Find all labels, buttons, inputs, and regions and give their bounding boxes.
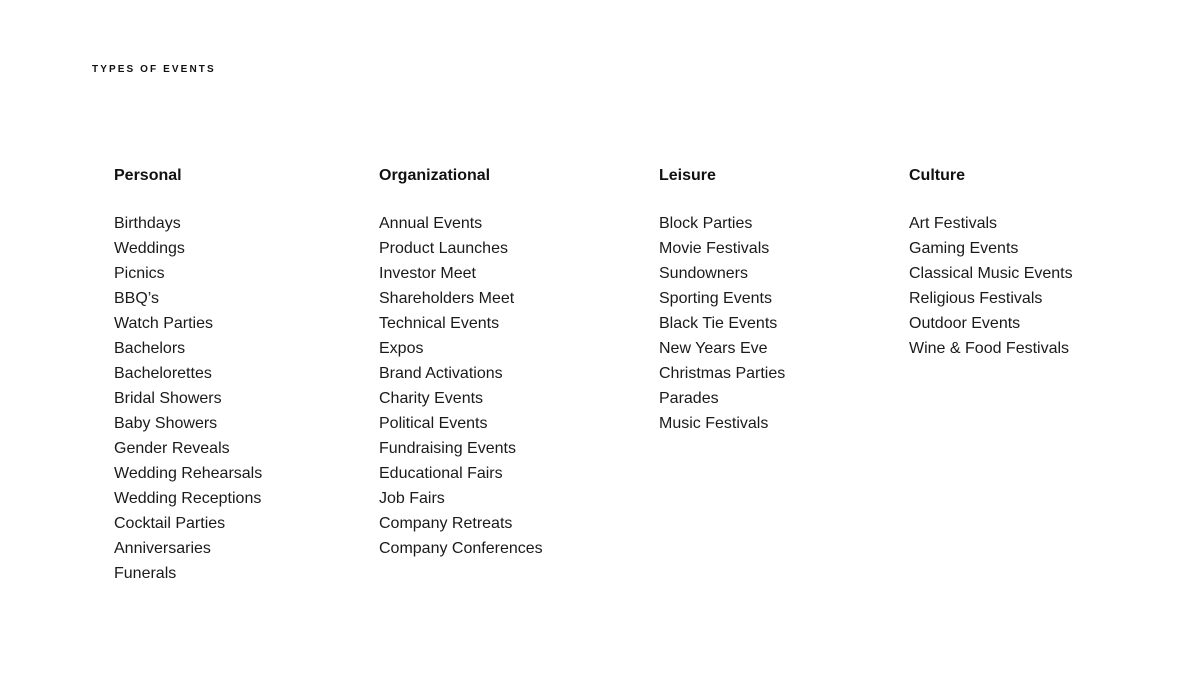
- list-item: Religious Festivals: [909, 290, 1043, 307]
- list-item: Birthdays: [114, 215, 181, 232]
- list-item: BBQ’s: [114, 290, 160, 307]
- list-item: Art Festivals: [909, 215, 998, 232]
- event-list: [379, 211, 543, 561]
- list-item: Wedding Rehearsals: [114, 465, 263, 482]
- event-list: [659, 211, 785, 436]
- list-item: Wedding Receptions: [114, 490, 262, 507]
- list-item: Investor Meet: [379, 265, 476, 282]
- list-item: Company Retreats: [379, 515, 513, 532]
- list-item: Black Tie Events: [659, 315, 778, 332]
- list-item: Christmas Parties: [659, 365, 786, 382]
- list-item: Political Events: [379, 415, 488, 432]
- list-item: Anniversaries: [114, 540, 211, 557]
- list-item: New Years Eve: [659, 340, 768, 357]
- column-culture: [909, 166, 1073, 361]
- column-heading: Culture: [909, 167, 965, 184]
- list-item: Charity Events: [379, 390, 484, 407]
- list-item: Sundowners: [659, 265, 748, 282]
- column-heading: Organizational: [379, 167, 491, 184]
- list-item: Picnics: [114, 265, 165, 282]
- list-item: Cocktail Parties: [114, 515, 226, 532]
- list-item: Outdoor Events: [909, 315, 1021, 332]
- column-heading: Personal: [114, 167, 182, 184]
- list-item: Sporting Events: [659, 290, 772, 307]
- list-item: Music Festivals: [659, 415, 769, 432]
- list-item: Baby Showers: [114, 415, 218, 432]
- event-list: [114, 211, 262, 586]
- column-personal: [114, 166, 262, 586]
- list-item: Bachelorettes: [114, 365, 212, 382]
- column-leisure: [659, 166, 785, 436]
- list-item: Company Conferences: [379, 540, 543, 557]
- list-item: Weddings: [114, 240, 185, 257]
- column-organizational: [379, 166, 543, 561]
- list-item: Bachelors: [114, 340, 186, 357]
- list-item: Funerals: [114, 565, 177, 582]
- list-item: Bridal Showers: [114, 390, 222, 407]
- list-item: Wine & Food Festivals: [909, 340, 1070, 357]
- page-title: TYPES OF EVENTS: [92, 64, 216, 75]
- list-item: Parades: [659, 390, 719, 407]
- list-item: Product Launches: [379, 240, 508, 257]
- list-item: Movie Festivals: [659, 240, 770, 257]
- list-item: Shareholders Meet: [379, 290, 515, 307]
- list-item: Block Parties: [659, 215, 753, 232]
- event-list: [909, 211, 1073, 361]
- list-item: Watch Parties: [114, 315, 213, 332]
- list-item: Technical Events: [379, 315, 500, 332]
- list-item: Annual Events: [379, 215, 483, 232]
- list-item: Classical Music Events: [909, 265, 1073, 282]
- list-item: Fundraising Events: [379, 440, 516, 457]
- list-item: Job Fairs: [379, 490, 445, 507]
- list-item: Educational Fairs: [379, 465, 503, 482]
- column-heading: Leisure: [659, 167, 716, 184]
- list-item: Gender Reveals: [114, 440, 230, 457]
- list-item: Expos: [379, 340, 424, 357]
- list-item: Gaming Events: [909, 240, 1019, 257]
- list-item: Brand Activations: [379, 365, 503, 382]
